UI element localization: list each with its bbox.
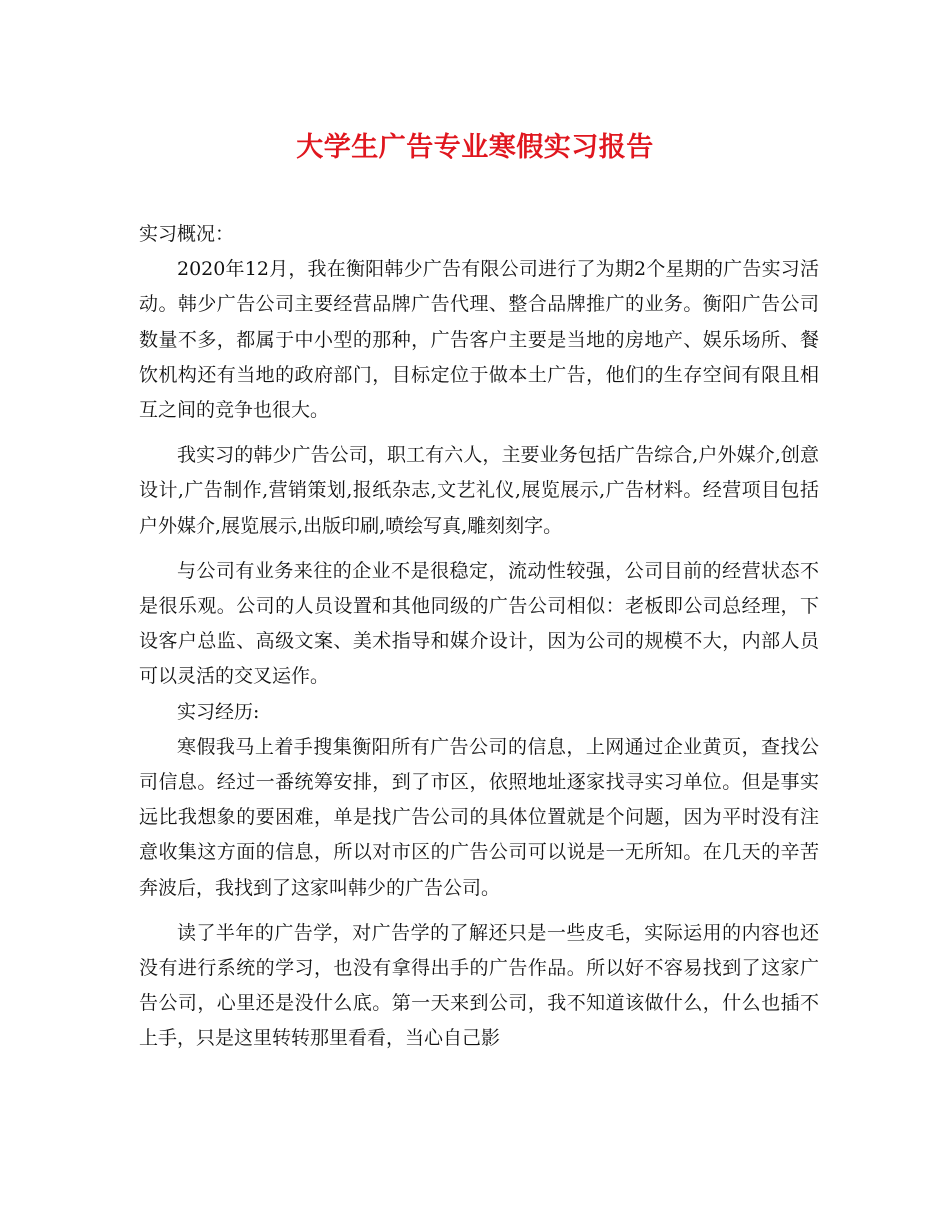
document-title: 大学生广告专业寒假实习报告 — [296, 132, 654, 163]
section-heading-overview: 实习概况： — [139, 223, 235, 245]
document-body — [139, 217, 819, 1057]
paragraph: 寒假我马上着手搜集衡阳所有广告公司的信息，上网通过企业黄页，查找公司信息。经过一番统筹安排，到了市区，依照地址逐家找寻实习单位。但是事实远比我想象的要困难，单是找广告公司的具体位置就是个问题，因为平时没有注意收集这方面的信息，所以对市区的广告公司可以说是一无所知。在几天的辛苦奔波后，我找到了这家叫韩少的广告公司。 — [139, 735, 819, 899]
paragraph: 读了半年的广告学，对广告学的了解还只是一些皮毛，实际运用的内容也还没有进行系统的学习，也没有拿得出手的广告作品。所以好不容易找到了这家广告公司，心里还是没什么底。第一天来到公司，我不知道该做什么，什么也插不上手，只是这里转转那里看看，当心自己影 — [139, 921, 819, 1050]
paragraph: 我实习的韩少广告公司，职工有六人，主要业务包括广告综合,户外媒介,创意设计,广告制作,营销策划,报纸杂志,文艺礼仪,展览展示,广告材料。经营项目包括户外媒介,展览展示,出版印刷,喷绘写真,雕刻刻字。 — [139, 444, 819, 537]
paragraph: 2020年12月，我在衡阳韩少广告有限公司进行了为期2个星期的广告实习活动。韩少广告公司主要经营品牌广告代理、整合品牌推广的业务。衡阳广告公司数量不多，都属于中小型的那种，广告客户主要是当地的房地产、娱乐场所、餐饮机构还有当地的政府部门，目标定位于做本土广告，他们的生存空间有限且相互之间的竞争也很大。 — [139, 258, 819, 422]
paragraph: 与公司有业务来往的企业不是很稳定，流动性较强，公司目前的经营状态不是很乐观。公司的人员设置和其他同级的广告公司相似：老板即公司总经理，下设客户总监、高级文案、美术指导和媒介设计，因为公司的规模不大，内部人员可以灵活的交叉运作。 — [139, 559, 819, 688]
section-heading-experience: 实习经历: — [177, 700, 260, 723]
